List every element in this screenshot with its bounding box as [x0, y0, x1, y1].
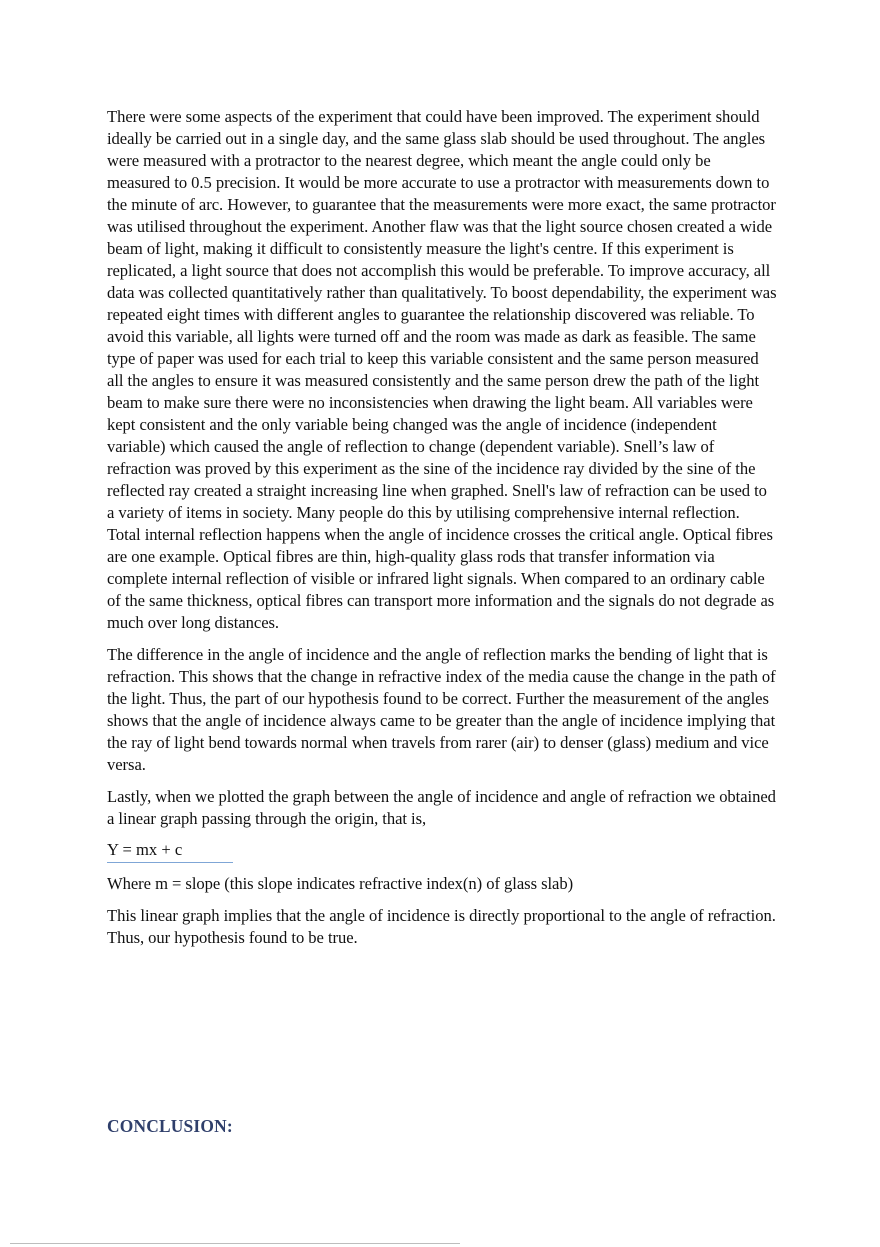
paragraph-graph-intro: Lastly, when we plotted the graph between the angle of incidence and angle of refraction we obtained a linear graph passing through the origin, that is, — [107, 787, 776, 828]
linear-equation: Y = mx + c — [107, 840, 183, 859]
conclusion-heading: CONCLUSION: — [107, 1116, 233, 1136]
slope-note: Where m = slope (this slope indicates refractive index(n) of glass slab) — [107, 874, 574, 893]
paragraph-improvements: There were some aspects of the experiment that could have been improved. The experiment should ideally be carried out in a single day, and the same glass slab should be used throughout. The angles were measured with a protractor to the nearest degree, which meant the angle could only be measured to 0.5 precision. It would be more accurate to use a protractor with measurements down to the minute of arc. However, to guarantee that the measurements were more exact, the same protractor was utilised throughout the experiment. Another flaw was that the light source chosen created a wide beam of light, making it difficult to consistently measure the light's centre. If this experiment is replicated, a light source that does not accomplish this would be preferable. To improve accuracy, all data was collected quantitatively rather than qualitatively. To boost dependability, the experiment was repeated eight times with different angles to guarantee the relationship discovered was reliable. To avoid this variable, all lights were turned off and the room was made as dark as feasible. The same type of paper was used for each trial to keep this variable consistent and the same person measured all the angles to ensure it was measured consistently and the same person drew the path of the light beam to make sure there were no inconsistencies when drawing the light beam. All variables were kept consistent and the only variable being changed was the angle of incidence (independent variable) which caused the angle of reflection to change (dependent variable). Snell’s law of refraction was proved by this experiment as the sine of the incidence ray divided by the sine of the reflected ray created a straight increasing line when graphed. Snell's law of refraction can be used to a variety of items in society. Many people do this by utilising comprehensive internal reflection. Total internal reflection happens when the angle of incidence crosses the critical angle. Optical fibres are one example. Optical fibres are thin, high-quality glass rods that transfer information via complete internal reflection of visible or infrared light signals. When compared to an ordinary cable of the same thickness, optical fibres can transport more information and the signals do not degrade as much over long distances. — [107, 107, 777, 632]
equation-block — [107, 839, 233, 863]
paragraph-hypothesis-result: This linear graph implies that the angle of incidence is directly proportional to the angle of refraction. Thus, our hypothesis found to be true. — [107, 906, 776, 947]
document-body — [107, 106, 777, 949]
paragraph-refraction-discussion: The difference in the angle of incidence and the angle of reflection marks the bending of light that is refraction. This shows that the change in refractive index of the media cause the change in the path of the light. Thus, the part of our hypothesis found to be correct. Further the measurement of the angles shows that the angle of incidence always came to be greater than the angle of incidence implying that the ray of light bend towards normal when travels from rarer (air) to denser (glass) medium and vice versa. — [107, 645, 776, 774]
footer-divider — [10, 1243, 460, 1244]
